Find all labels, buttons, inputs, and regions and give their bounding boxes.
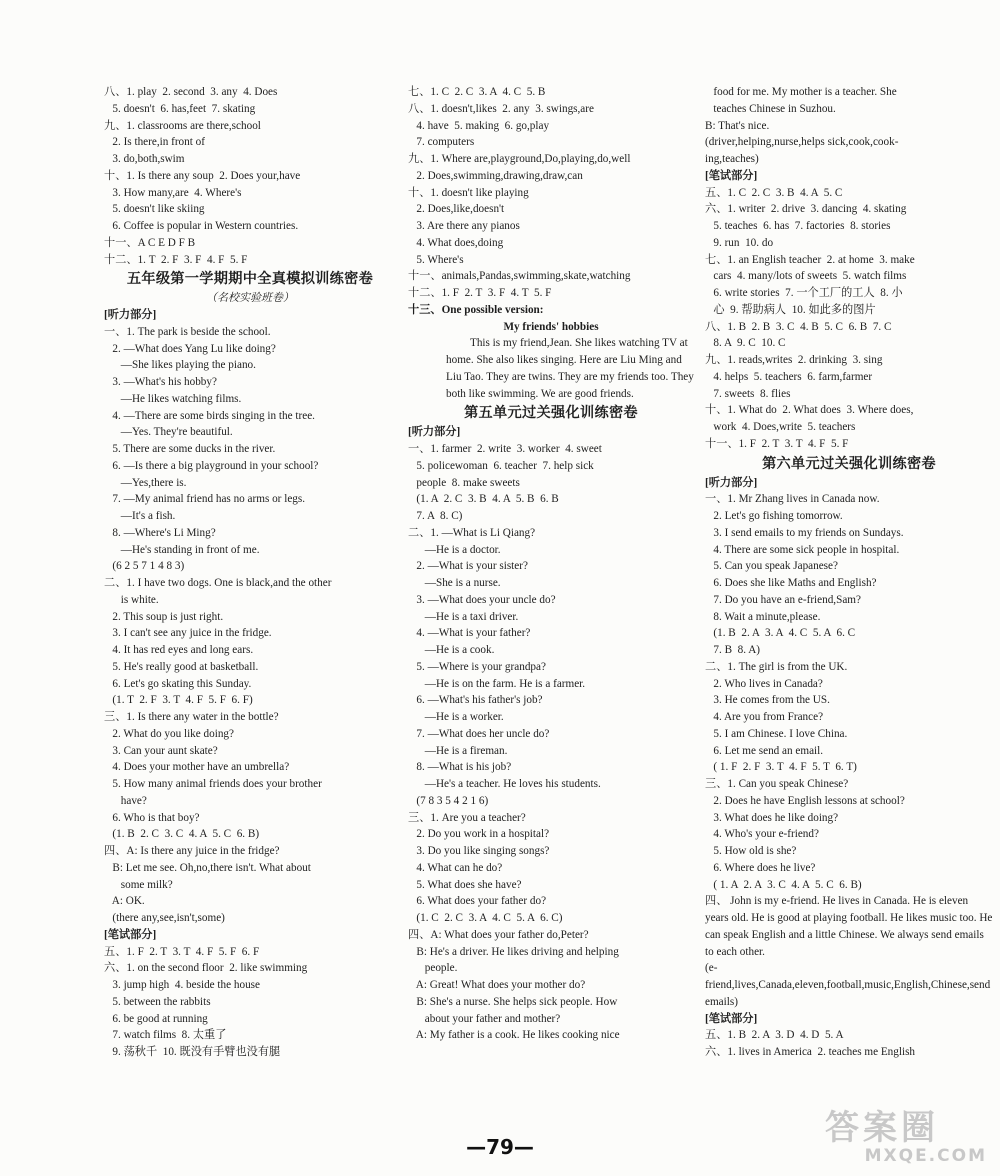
answer-line: 8. A 9. C 10. C — [705, 337, 786, 350]
answer-line: 一、1. The park is beside the school. — [104, 325, 271, 338]
answer-line: 3. What does he like doing? — [705, 811, 839, 824]
answer-line: 6. —What's his father's job? — [408, 694, 543, 707]
answer-line: 六、1. lives in America 2. teaches me English — [705, 1046, 916, 1058]
answer-line: 三、1. Can you speak Chinese? — [705, 778, 849, 790]
answer-line: 7. A 8. C) — [408, 510, 463, 522]
answer-line: —Yes. They're beautiful. — [104, 426, 233, 439]
answer-line: 十二、1. T 2. F 3. F 4. F 5. F — [104, 253, 248, 266]
answer-line: 心 9. 帮助病人 10. 如此多的图片 — [705, 303, 876, 316]
listening-section-header: [听力部分] — [408, 426, 461, 439]
answer-line: 7. sweets 8. flies — [705, 387, 791, 400]
answer-line: ing,teaches) — [705, 153, 759, 165]
answer-line: A: Great! What does your mother do? — [408, 979, 586, 991]
answer-line: 4. —What is your father? — [408, 627, 531, 640]
answer-line: 2. Does,like,doesn't — [408, 203, 505, 216]
answer-line: —He's standing in front of me. — [104, 543, 260, 556]
answer-line: 二、1. —What is Li Qiang? — [408, 526, 536, 539]
answer-line: 9. run 10. do — [705, 236, 774, 249]
answer-line: —It's a fish. — [104, 510, 176, 522]
answer-line: 3. —What does your uncle do? — [408, 593, 556, 606]
answer-line: 三、1. Is there any water in the bottle? — [104, 711, 279, 723]
answer-line: 4. It has red eyes and long ears. — [104, 644, 254, 656]
section-title-midterm: 五年级第一学期期中全真模拟训练密卷 — [126, 271, 374, 288]
answer-line: 4. Are you from France? — [705, 711, 824, 723]
answer-line: 5. policewoman 6. teacher 7. help sick — [408, 459, 594, 472]
answer-line: 八、1. B 2. B 3. C 4. B 5. C 6. B 7. C — [705, 320, 892, 333]
answer-line: is white. — [104, 593, 159, 606]
watermark-logo — [825, 1110, 995, 1172]
answer-line: 2. What do you like doing? — [104, 727, 234, 740]
answer-line: —He is on the farm. He is a farmer. — [408, 677, 586, 690]
answer-line: 五、1. B 2. A 3. D 4. D 5. A — [705, 1029, 844, 1042]
watermark-text: 答案圈 — [825, 1108, 939, 1148]
answer-line: 5. Can you speak Japanese? — [705, 560, 838, 573]
answer-line: (driver,helping,nurse,helps sick,cook,cook- — [705, 136, 899, 149]
answer-line: 5. How many animal friends does your brother — [104, 778, 322, 790]
answer-line: 十二、1. F 2. T 3. F 4. T 5. F — [408, 287, 552, 299]
answer-line: 四、A: What does your father do,Peter? — [408, 928, 589, 941]
answer-line: 5. teaches 6. has 7. factories 8. stories — [705, 220, 891, 232]
answer-line: —She is a nurse. — [408, 577, 501, 589]
answer-line: 4. There are some sick people in hospital. — [705, 543, 900, 556]
answer-line: 十、1. What do 2. What does 3. Where does, — [705, 404, 914, 417]
answer-line: (1. B 2. C 3. C 4. A 5. C 6. B) — [104, 828, 260, 841]
answer-line: 四、A: Is there any juice in the fridge? — [104, 845, 280, 857]
answer-line: 3. —What's his hobby? — [104, 376, 217, 388]
answer-line: (6 2 5 7 1 4 8 3) — [104, 560, 185, 573]
answer-line: 八、1. doesn't,likes 2. any 3. swings,are — [408, 102, 594, 115]
answer-line: 3. Do you like singing songs? — [408, 845, 550, 857]
answer-line: 3. I send emails to my friends on Sundays. — [705, 526, 904, 539]
answer-line: (there any,see,isn't,some) — [104, 912, 225, 924]
answer-line: 4. Does your mother have an umbrella? — [104, 761, 290, 774]
answer-line: 4. What does,doing — [408, 236, 504, 249]
answer-line: 二、1. I have two dogs. One is black,and the other — [104, 577, 332, 589]
essay-title: My friends' hobbies — [503, 320, 599, 333]
answer-line: —He is a cook. — [408, 644, 495, 656]
answer-line: 二、1. The girl is from the UK. — [705, 660, 848, 673]
listening-section-header: [听力部分] — [705, 476, 758, 489]
answer-line: ( 1. F 2. F 3. T 4. F 5. T 6. T) — [705, 761, 857, 774]
answer-line: 7. —What does her uncle do? — [408, 727, 550, 740]
answer-line: 7. Do you have an e-friend,Sam? — [705, 593, 861, 606]
answer-line: 十一、1. F 2. T 3. T 4. F 5. F — [705, 437, 849, 450]
answer-line: 一、1. Mr Zhang lives in Canada now. — [705, 493, 880, 506]
answer-line: 2. Does he have English lessons at school? — [705, 794, 905, 807]
answer-line: 7. —My animal friend has no arms or legs. — [104, 493, 306, 506]
answer-line: 2. This soup is just right. — [104, 610, 224, 623]
answer-line: 七、1. an English teacher 2. at home 3. make — [705, 253, 915, 266]
answer-line: 8. —What is his job? — [408, 761, 512, 774]
cloze-answers: (e-friend,lives,Canada,eleven,football,music,English,Chinese,send emails) — [705, 962, 991, 1008]
answer-line: 6. What does your father do? — [408, 895, 547, 908]
answer-line: 4. What can he do? — [408, 861, 503, 874]
answer-line: 7. computers — [408, 136, 475, 149]
answer-line: 六、1. on the second floor 2. like swimming — [104, 962, 308, 975]
answer-line: have? — [104, 794, 147, 807]
answer-line: —Yes,there is. — [104, 476, 187, 489]
answer-line: 9. 荡秋千 10. 既没有手臂也没有腿 — [104, 1046, 281, 1058]
answer-line: 三、1. Are you a teacher? — [408, 811, 526, 824]
answer-line: —She likes playing the piano. — [104, 359, 256, 372]
answer-line: 十一、animals,Pandas,swimming,skate,watching — [408, 270, 631, 283]
answer-line: 8. Wait a minute,please. — [705, 610, 821, 623]
answer-line: 2. Let's go fishing tomorrow. — [705, 510, 843, 522]
written-section-header: [笔试部分] — [705, 1012, 758, 1025]
answer-line: 6. Let's go skating this Sunday. — [104, 677, 252, 690]
answer-column-left — [104, 84, 396, 1061]
essay-paragraph: This is my friend,Jean. She likes watching TV at home. She also likes singing. Here are Liu Ming and Liu Tao. They are twins. They are my friends too. They both like swimming. We are good friends. — [446, 337, 694, 400]
answer-line: —He is a doctor. — [408, 543, 501, 556]
answer-line: 4. have 5. making 6. go,play — [408, 119, 550, 132]
answer-line: 6. Who is that boy? — [104, 811, 200, 824]
answer-line: 3. jump high 4. beside the house — [104, 979, 260, 991]
page-number: —79— — [466, 1135, 534, 1159]
answer-line: 2. —What is your sister? — [408, 560, 528, 573]
section-title-unit6: 第六单元过关强化训练密卷 — [762, 455, 936, 472]
answer-line: (1. T 2. F 3. T 4. F 5. F 6. F) — [104, 694, 253, 707]
answer-line: 6. Where does he live? — [705, 861, 816, 874]
answer-line: A: OK. — [104, 895, 145, 908]
answer-line: 6. —Is there a big playground in your school? — [104, 459, 319, 472]
answer-line: work 4. Does,write 5. teachers — [705, 421, 856, 433]
answer-line: B: She's a nurse. She helps sick people. How — [408, 995, 618, 1008]
answer-column-middle — [408, 84, 694, 1044]
answer-line: 十一、A C E D F B — [104, 236, 196, 249]
cloze-paragraph: 四、 John is my e-friend. He lives in Canada. He is eleven years old. He is good at playing football. He likes music too. He can speak English and a little Chinese. We always send emails to each other. — [705, 895, 993, 958]
answer-line: A: My father is a cook. He likes cooking nice — [408, 1029, 620, 1042]
answer-line: 十三、One possible version: — [408, 303, 544, 316]
answer-line: people 8. make sweets — [408, 476, 520, 489]
answer-line: 4. —There are some birds singing in the tree. — [104, 409, 315, 422]
answer-line: 5. How old is she? — [705, 845, 797, 857]
answer-line: 2. Is there,in front of — [104, 136, 205, 149]
answer-line: 九、1. classrooms are there,school — [104, 119, 261, 132]
answer-line: 5. —Where is your grandpa? — [408, 660, 546, 673]
answer-line: 6. Let me send an email. — [705, 744, 824, 757]
answer-line: —He is a worker. — [408, 711, 504, 723]
answer-line: 6. Does she like Maths and English? — [705, 577, 877, 589]
answer-line: 八、1. play 2. second 3. any 4. Does — [104, 86, 278, 98]
listening-section-header: [听力部分] — [104, 309, 157, 321]
answer-column-right — [705, 84, 993, 1061]
answer-line: 3. Are there any pianos — [408, 220, 520, 232]
answer-line: 8. —Where's Li Ming? — [104, 526, 216, 539]
answer-line: B: He's a driver. He likes driving and helping — [408, 945, 619, 958]
answer-line: 5. Where's — [408, 253, 464, 266]
answer-line: 6. be good at running — [104, 1012, 208, 1025]
section-title-unit5: 第五单元过关强化训练密卷 — [464, 405, 638, 422]
answer-line: 5. between the rabbits — [104, 995, 211, 1008]
answer-line: 5. He's really good at basketball. — [104, 660, 259, 673]
answer-line: about your father and mother? — [408, 1012, 561, 1025]
answer-line: B: Let me see. Oh,no,there isn't. What about — [104, 861, 311, 874]
answer-line: 2. Who lives in Canada? — [705, 677, 823, 690]
answer-line: 2. Do you work in a hospital? — [408, 828, 550, 841]
answer-line: cars 4. many/lots of sweets 5. watch films — [705, 270, 907, 283]
answer-line: 一、1. farmer 2. write 3. worker 4. sweet — [408, 443, 602, 455]
watermark-url: MXQE.COM — [864, 1146, 987, 1166]
answer-line: 6. Coffee is popular in Western countries. — [104, 220, 299, 232]
answer-line: 2. —What does Yang Lu like doing? — [104, 342, 276, 355]
answer-line: —He likes watching films. — [104, 392, 242, 405]
answer-line: food for me. My mother is a teacher. She — [705, 86, 897, 98]
answer-line: 九、1. reads,writes 2. drinking 3. sing — [705, 354, 883, 366]
written-section-header: [笔试部分] — [705, 169, 758, 182]
answer-line: 5. doesn't 6. has,feet 7. skating — [104, 102, 256, 115]
answer-line: 六、1. writer 2. drive 3. dancing 4. skating — [705, 203, 907, 216]
answer-line: 5. There are some ducks in the river. — [104, 443, 276, 455]
answer-line: 3. He comes from the US. — [705, 694, 830, 707]
answer-line: some milk? — [104, 878, 173, 891]
answer-line: 5. doesn't like skiing — [104, 203, 205, 216]
answer-line: 5. What does she have? — [408, 878, 522, 891]
answer-line: —He is a taxi driver. — [408, 610, 519, 623]
answer-line: 3. do,both,swim — [104, 153, 185, 165]
answer-line: (1. C 2. C 3. A 4. C 5. A 6. C) — [408, 912, 563, 924]
answer-line: teaches Chinese in Suzhou. — [705, 102, 836, 115]
answer-line: 3. I can't see any juice in the fridge. — [104, 627, 272, 640]
answer-line: 五、1. C 2. C 3. B 4. A 5. C — [705, 186, 843, 199]
answer-line: (1. B 2. A 3. A 4. C 5. A 6. C — [705, 627, 856, 640]
answer-line: —He is a fireman. — [408, 744, 508, 757]
answer-line: 十、1. Is there any soup 2. Does your,have — [104, 169, 301, 182]
answer-line: 七、1. C 2. C 3. A 4. C 5. B — [408, 86, 546, 98]
answer-line: ( 1. A 2. A 3. C 4. A 5. C 6. B) — [705, 878, 862, 891]
answer-line: 2. Does,swimming,drawing,draw,can — [408, 169, 583, 182]
answer-line: people. — [408, 962, 458, 975]
section-subtitle: （名校实验班卷） — [206, 292, 294, 305]
written-section-header: [笔试部分] — [104, 928, 157, 941]
answer-line: 3. How many,are 4. Where's — [104, 186, 242, 199]
answer-line: 九、1. Where are,playground,Do,playing,do,well — [408, 153, 631, 165]
answer-line: —He's a teacher. He loves his students. — [408, 778, 601, 790]
answer-line: 7. B 8. A) — [705, 644, 761, 656]
answer-line: 4. helps 5. teachers 6. farm,farmer — [705, 370, 873, 383]
answer-line: 4. Who's your e-friend? — [705, 828, 819, 841]
answer-line: 3. Can your aunt skate? — [104, 744, 218, 757]
answer-line: 7. watch films 8. 太重了 — [104, 1029, 227, 1042]
answer-line: 6. write stories 7. 一个工厂的工人 8. 小 — [705, 287, 903, 299]
answer-line: 十、1. doesn't like playing — [408, 186, 529, 199]
answer-line: 5. I am Chinese. I love China. — [705, 727, 848, 740]
answer-line: (7 8 3 5 4 2 1 6) — [408, 794, 489, 807]
answer-line: 五、1. F 2. T 3. T 4. F 5. F 6. F — [104, 945, 260, 958]
answer-line: (1. A 2. C 3. B 4. A 5. B 6. B — [408, 493, 559, 506]
answer-line: B: That's nice. — [705, 119, 770, 132]
